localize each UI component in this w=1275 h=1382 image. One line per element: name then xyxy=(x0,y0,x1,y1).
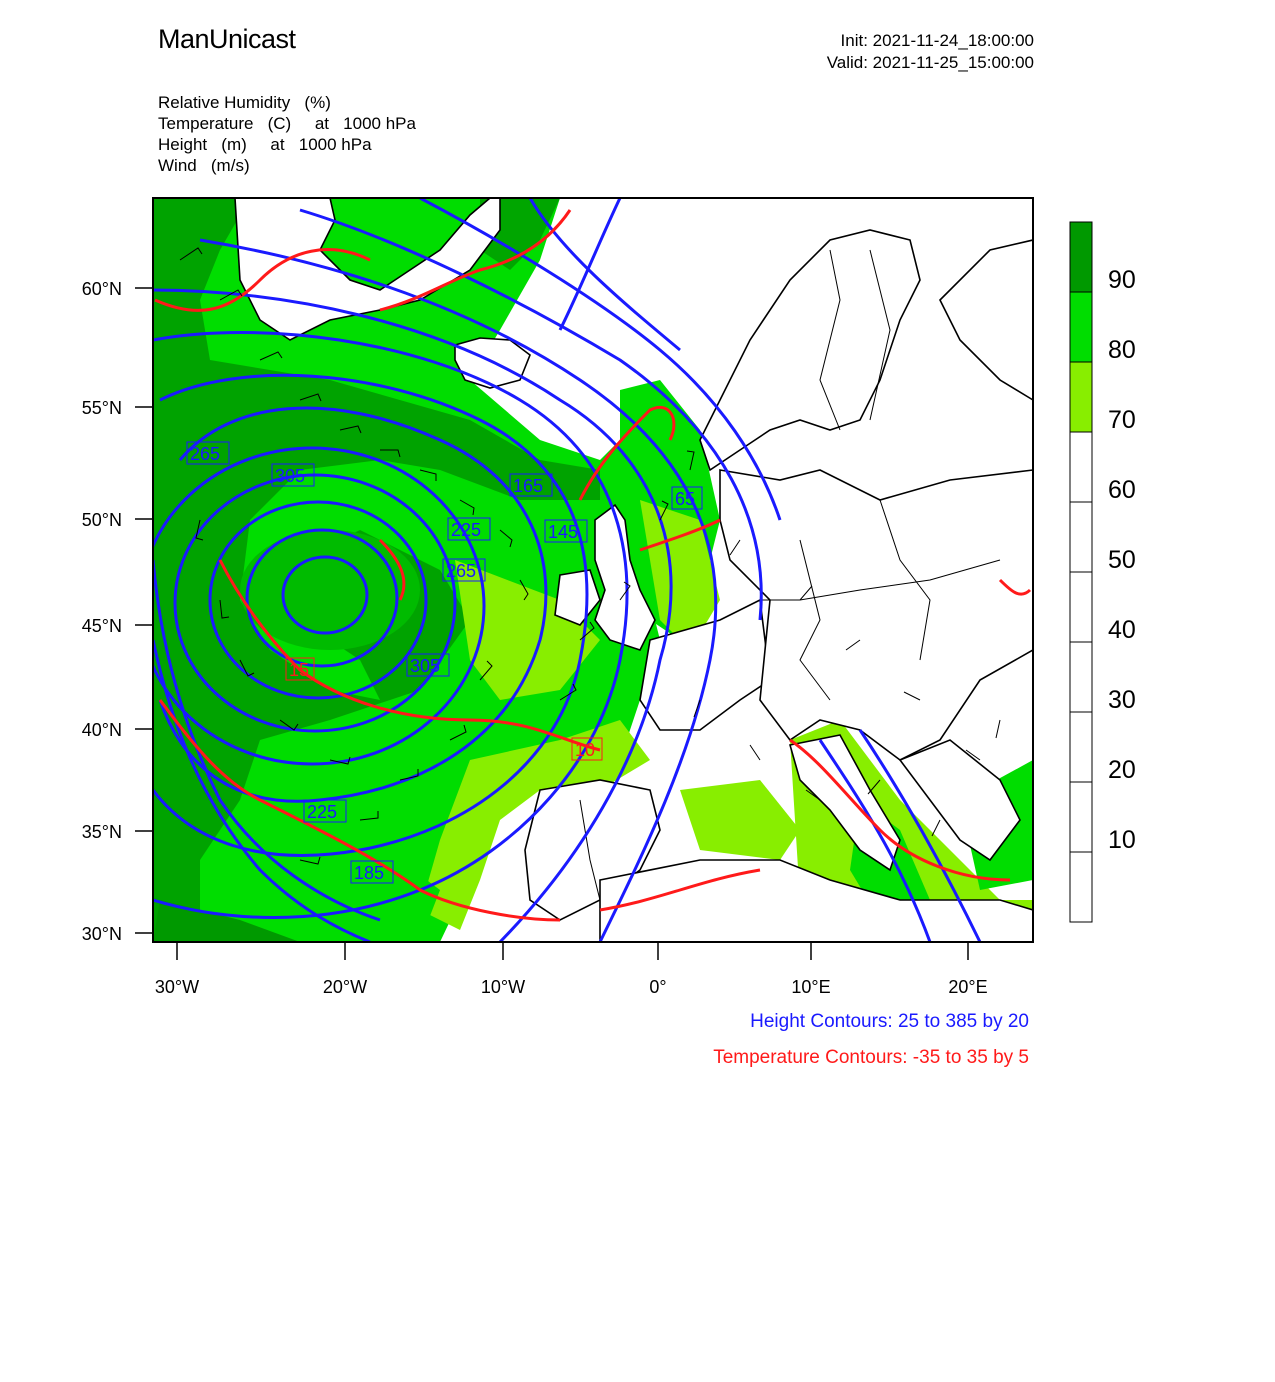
height-label: 265 xyxy=(446,561,477,581)
height-label: 305 xyxy=(410,656,441,676)
lon-label: 10°W xyxy=(480,977,526,997)
map-canvas xyxy=(140,198,1033,942)
colorbar-box xyxy=(1070,852,1092,922)
latitude-axis xyxy=(82,279,153,944)
lat-label: 35°N xyxy=(81,822,122,842)
temperature-contour-note: Temperature Contours: -35 to 35 by 5 xyxy=(713,1047,1029,1068)
lat-label: 50°N xyxy=(81,510,122,530)
lat-label: 40°N xyxy=(81,720,122,740)
height-label: 225 xyxy=(307,802,338,822)
lat-label: 45°N xyxy=(81,616,122,636)
colorbar-label: 90 xyxy=(1108,266,1136,294)
height-label: 185 xyxy=(354,863,385,883)
lat-label: 60°N xyxy=(81,279,122,299)
lon-label: 20°W xyxy=(322,977,368,997)
lat-label: 55°N xyxy=(81,398,122,418)
height-label: 265 xyxy=(190,444,221,464)
colorbar-label: 10 xyxy=(1108,826,1136,854)
colorbar-box xyxy=(1070,712,1092,782)
lon-label: 20°E xyxy=(948,977,988,997)
variable-temperature: Temperature (C) at 1000 hPa xyxy=(158,114,416,133)
lat-label: 30°N xyxy=(81,924,122,944)
colorbar-box xyxy=(1070,782,1092,852)
height-label: 65 xyxy=(675,489,696,509)
init-time: Init: 2021-11-24_18:00:00 xyxy=(840,31,1034,50)
valid-time: Valid: 2021-11-25_15:00:00 xyxy=(826,53,1034,72)
colorbar xyxy=(1070,222,1092,922)
colorbar-label: 50 xyxy=(1108,546,1136,574)
colorbar-box xyxy=(1070,362,1092,432)
height-label: 225 xyxy=(451,520,482,540)
lon-label: 30°W xyxy=(154,977,200,997)
variable-height: Height (m) at 1000 hPa xyxy=(158,135,372,154)
colorbar-label: 20 xyxy=(1108,756,1136,784)
variable-wind: Wind (m/s) xyxy=(158,156,250,175)
longitude-axis xyxy=(155,942,988,997)
height-label: 145 xyxy=(548,522,579,542)
variable-rh: Relative Humidity (%) xyxy=(158,93,331,112)
colorbar-label: 60 xyxy=(1108,476,1136,504)
height-label: 165 xyxy=(513,476,544,496)
colorbar-box xyxy=(1070,572,1092,642)
colorbar-box xyxy=(1070,222,1092,292)
colorbar-label: 70 xyxy=(1108,406,1136,434)
colorbar-box xyxy=(1070,292,1092,362)
colorbar-box xyxy=(1070,642,1092,712)
colorbar-label: 80 xyxy=(1108,336,1136,364)
colorbar-label: 40 xyxy=(1108,616,1136,644)
lon-label: 0° xyxy=(649,977,667,997)
lon-label: 10°E xyxy=(791,977,831,997)
colorbar-label: 30 xyxy=(1108,686,1136,714)
height-label: 305 xyxy=(275,466,306,486)
colorbar-box xyxy=(1070,432,1092,502)
temperature-label: 15 xyxy=(289,660,310,680)
height-contour-note: Height Contours: 25 to 385 by 20 xyxy=(750,1011,1029,1032)
temperature-label: 10 xyxy=(575,740,596,760)
model-title: ManUnicast xyxy=(158,24,296,54)
colorbar-box xyxy=(1070,502,1092,572)
